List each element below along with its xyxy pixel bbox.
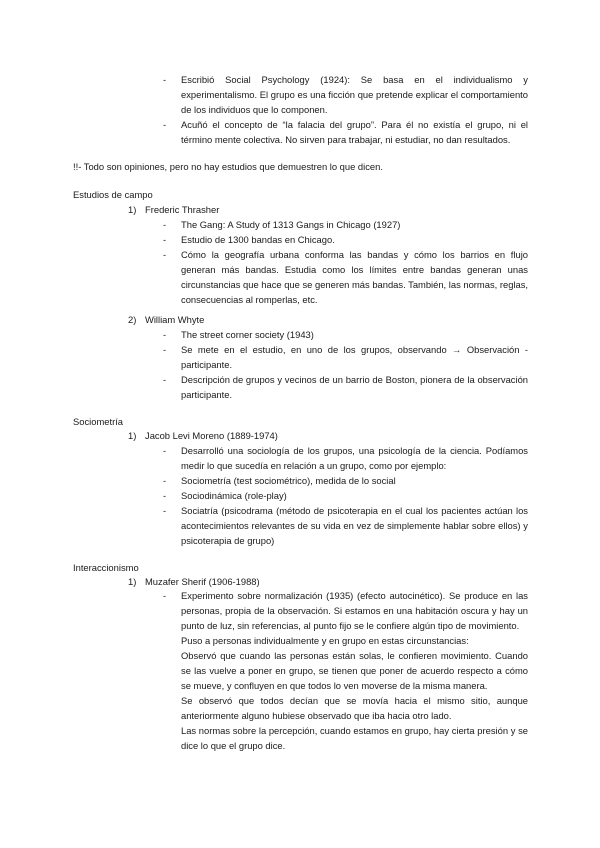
bullet-text: Escribió Social Psychology (1924): Se basa en el individualismo y experimentalismo. El grupo es una ficción que pretende explicar el comportamiento de los individuos que lo componen. bbox=[181, 74, 528, 115]
list-item bbox=[163, 247, 528, 307]
bullet-dash: - bbox=[163, 490, 167, 501]
list-item bbox=[163, 588, 528, 633]
list-item bbox=[163, 503, 528, 548]
paragraph: Las normas sobre la percepción, cuando estamos en grupo, hay cierta presión y se dice lo que el grupo dice. bbox=[181, 725, 528, 751]
bullet-dash: - bbox=[163, 344, 167, 355]
bullet-dash: - bbox=[163, 445, 167, 456]
item-number: 1) bbox=[128, 430, 137, 441]
list-item bbox=[163, 372, 528, 402]
bullet-dash: - bbox=[163, 329, 167, 340]
item-title: William Whyte bbox=[145, 314, 205, 325]
item-title: Frederic Thrasher bbox=[145, 204, 220, 215]
bullet-dash: - bbox=[163, 74, 167, 85]
list-item bbox=[163, 443, 528, 473]
bullet-text: Cómo la geografía urbana conforma las bandas y cómo los barrios en flujo generan más bandas. Estudia como los límites entre bandas generan unas circunstancias que hace que se generen más bandas. También, las normas, reglas, consecuencias al romperlas, etc. bbox=[181, 249, 528, 305]
list-item bbox=[163, 117, 528, 147]
paragraph: Se observó que todos decían que se movía hacia el mismo sitio, aunque anteriormente alguno hubiese observado que iba hacia otro lado. bbox=[181, 695, 528, 721]
bullet-text: Sociatría (psicodrama (método de psicoterapia en el cual los pacientes actúan los acontecimientos relevantes de su vida en vez de simplemente hablar sobre ellos) y psicoterapia de grupo) bbox=[181, 505, 528, 546]
bullet-text: Estudio de 1300 bandas en Chicago. bbox=[181, 234, 335, 245]
bullet-text: Sociodinámica (role-play) bbox=[181, 490, 287, 501]
bullet-text: The street corner society (1943) bbox=[181, 329, 314, 340]
bullet-dash: - bbox=[163, 249, 167, 260]
list-item bbox=[163, 232, 528, 247]
bullet-dash: - bbox=[163, 119, 167, 130]
section-heading: Sociometría bbox=[73, 416, 124, 427]
paragraph: Puso a personas individualmente y en grupo en estas circunstancias: bbox=[181, 635, 469, 646]
bullet-text: Descripción de grupos y vecinos de un barrio de Boston, pionera de la observación participante. bbox=[181, 374, 528, 400]
item-number: 1) bbox=[128, 204, 137, 215]
list-item bbox=[163, 327, 528, 342]
section-heading: Estudios de campo bbox=[73, 189, 153, 200]
list-item bbox=[163, 488, 528, 503]
bullet-text: Desarrolló una sociología de los grupos, una psicología de la ciencia. Podíamos medir lo que sucedía en relación a un grupo, como por ejemplo: bbox=[181, 445, 528, 471]
bullet-text: The Gang: A Study of 1313 Gangs in Chicago (1927) bbox=[181, 219, 401, 230]
bullet-text: Sociometría (test sociométrico), medida de lo social bbox=[181, 475, 396, 486]
paragraph: Observó que cuando las personas están solas, le confieren movimiento. Cuando se las vuelve a poner en grupo, se tienen que poner de acuerdo respecto a cómo se mueve, y confluyen en que todos lo ven moverse de la misma manera. bbox=[181, 650, 528, 691]
list-item bbox=[163, 473, 528, 488]
item-number: 2) bbox=[128, 314, 137, 325]
item-title: Jacob Levi Moreno (1889-1974) bbox=[145, 430, 278, 441]
bullet-dash: - bbox=[163, 590, 167, 601]
item-number: 1) bbox=[128, 576, 137, 587]
bullet-dash: - bbox=[163, 374, 167, 385]
bullet-text: Experimento sobre normalización (1935) (efecto autocinético). Se produce en las personas, propia de la observación. Si estamos en una habitación oscura y hay un punto de luz, sin referencias, al punto fijo se le confiere algún tipo de movimiento. bbox=[181, 590, 528, 631]
list-item bbox=[163, 217, 528, 232]
item-title: Muzafer Sherif (1906-1988) bbox=[145, 576, 260, 587]
bullet-text: Acuñó el concepto de “la falacia del grupo”. Para él no existía el grupo, ni el término mente colectiva. No sirven para trabajar, ni estudiar, no dan resultados. bbox=[181, 119, 528, 145]
bullet-dash: - bbox=[163, 505, 167, 516]
bullet-dash: - bbox=[163, 475, 167, 486]
list-item bbox=[163, 72, 528, 117]
list-item bbox=[163, 342, 528, 372]
section-heading: Interaccionismo bbox=[73, 562, 139, 573]
bullet-dash: - bbox=[163, 219, 167, 230]
bullet-dash: - bbox=[163, 234, 167, 245]
bullet-text: Se mete en el estudio, en uno de los grupos, observando → Observación - participante. bbox=[181, 344, 528, 370]
note: !!- Todo son opiniones, pero no hay estudios que demuestren lo que dicen. bbox=[73, 161, 383, 172]
